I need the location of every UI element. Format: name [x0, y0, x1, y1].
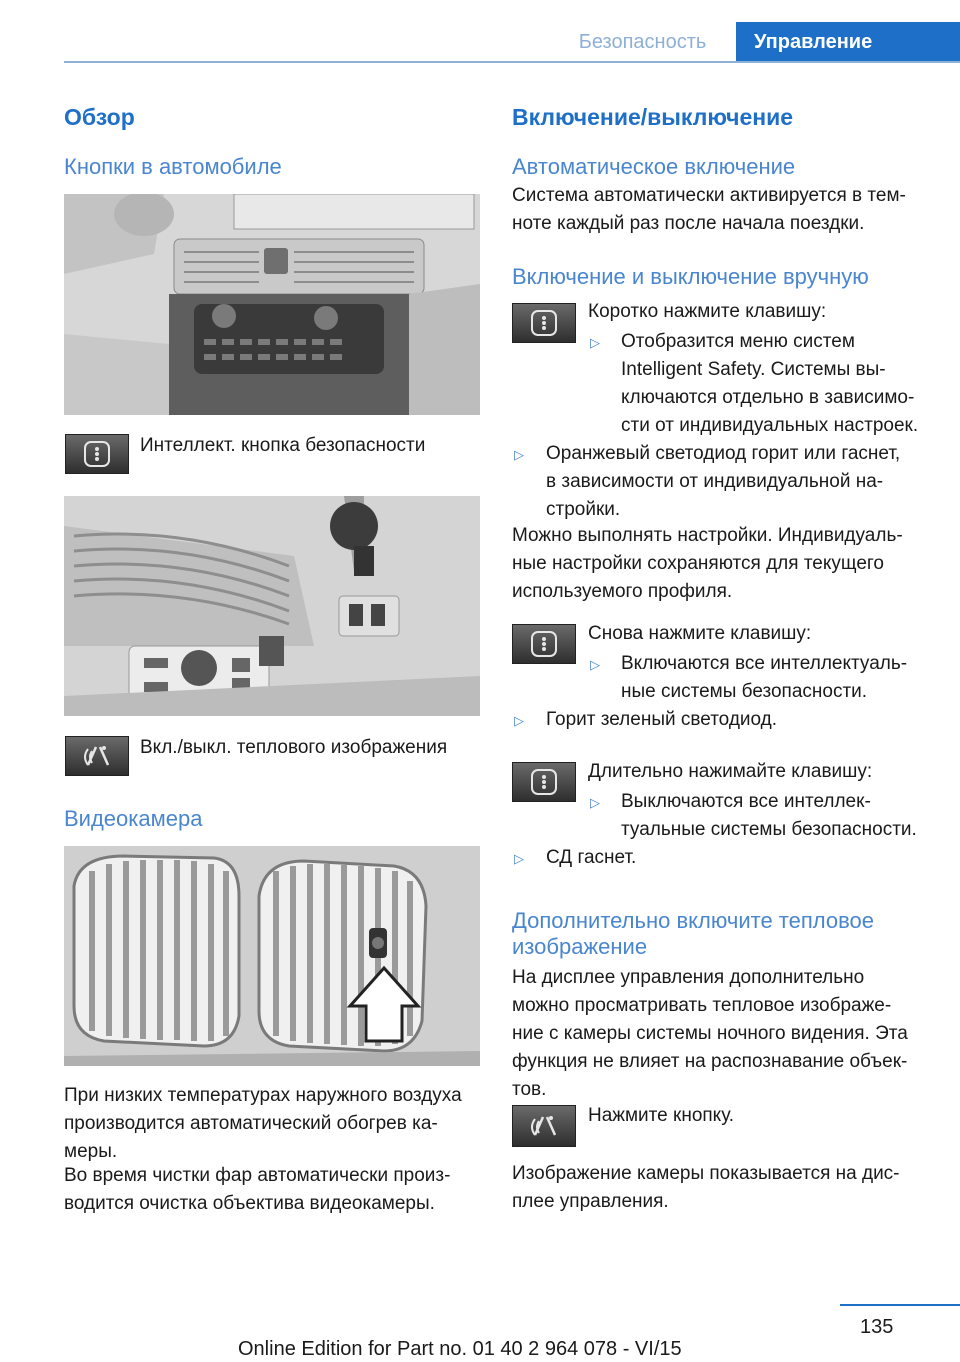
- thermal-button-icon: [65, 736, 129, 776]
- led-off-bullet: СД гаснет.: [546, 847, 637, 868]
- step2-bullet: Включаются все интеллектуаль- ные системы безопасности.: [621, 653, 908, 702]
- header-divider: [64, 61, 960, 63]
- section-heading-camera: Видеокамера: [64, 806, 203, 831]
- dashboard-photo: [64, 194, 480, 415]
- caption-safety-button: Интеллект. кнопка безопасности: [140, 435, 426, 456]
- bullet-marker: ▷: [514, 851, 524, 866]
- camera-cleaning-text: Во время чистки фар автоматически произ- водится очистка объектива видеокамеры.: [64, 1165, 451, 1214]
- bullet-marker: ▷: [590, 335, 600, 350]
- safety-button-icon-step1: [512, 303, 576, 343]
- green-led-bullet: Горит зеленый светодиод.: [546, 709, 778, 730]
- thermal-button-icon-step4: [512, 1105, 576, 1147]
- safety-button-icon-step2: [512, 624, 576, 664]
- right-title: Включение/выключение: [512, 104, 794, 130]
- heading-auto: Автоматическое включение: [512, 154, 796, 179]
- light-switch-photo: [64, 496, 480, 716]
- edition-footer: Online Edition for Part no. 01 40 2 964 078 - VI/15: [238, 1338, 682, 1360]
- bullet-marker: ▷: [514, 713, 524, 728]
- page-number: 135: [860, 1316, 894, 1338]
- step3-text: Длительно нажимайте клавишу:: [588, 761, 873, 782]
- camera-grille-photo: [64, 846, 480, 1066]
- step2-text: Снова нажмите клавишу:: [588, 623, 812, 644]
- final-text: Изображение камеры показывается на дис- плее управления.: [512, 1163, 900, 1212]
- step1-text: Коротко нажмите клавишу:: [588, 301, 827, 322]
- heading-manual: Включение и выключение вручную: [512, 264, 869, 289]
- safety-button-icon-step3: [512, 762, 576, 802]
- header-tab-controls[interactable]: Управление: [736, 22, 960, 62]
- orange-led-bullet: Оранжевый светодиод горит или гаснет, в зависимости от индивидуальной на- стройки.: [546, 443, 901, 520]
- page-title: Обзор: [64, 104, 135, 130]
- step1-bullet: Отобразится меню систем Intelligent Safety. Системы вы- ключаются отдельно в зависимо- сти от индивидуальных настроек.: [621, 331, 919, 436]
- footer-rule: [840, 1304, 960, 1306]
- caption-thermal-button: Вкл./выкл. теплового изображения: [140, 737, 448, 758]
- section-heading-buttons: Кнопки в автомобиле: [64, 154, 282, 179]
- settings-text: Можно выполнять настройки. Индивидуаль- ные настройки сохраняются для текущего используемого профиля.: [512, 525, 903, 602]
- heading-extra-thermal: Дополнительно включите тепловое изображение: [512, 908, 875, 959]
- header-tab-safety[interactable]: Безопасность: [578, 31, 707, 53]
- safety-button-icon: [65, 434, 129, 474]
- step4-text: Нажмите кнопку.: [588, 1105, 735, 1126]
- step3-bullet: Выключаются все интеллек- туальные системы безопасности.: [621, 791, 917, 840]
- bullet-marker: ▷: [590, 795, 600, 810]
- bullet-marker: ▷: [590, 657, 600, 672]
- camera-heating-text: При низких температурах наружного воздуха производится автоматический обогрев ка- меры.: [64, 1085, 462, 1162]
- auto-text: Система автоматически активируется в тем- ноте каждый раз после начала поездки.: [512, 185, 906, 234]
- bullet-marker: ▷: [514, 447, 524, 462]
- extra-thermal-text: На дисплее управления дополнительно можно просматривать тепловое изображе- ние с камеры системы ночного видения. Эта функция не влияет на распознавание объек- тов.: [512, 967, 908, 1100]
